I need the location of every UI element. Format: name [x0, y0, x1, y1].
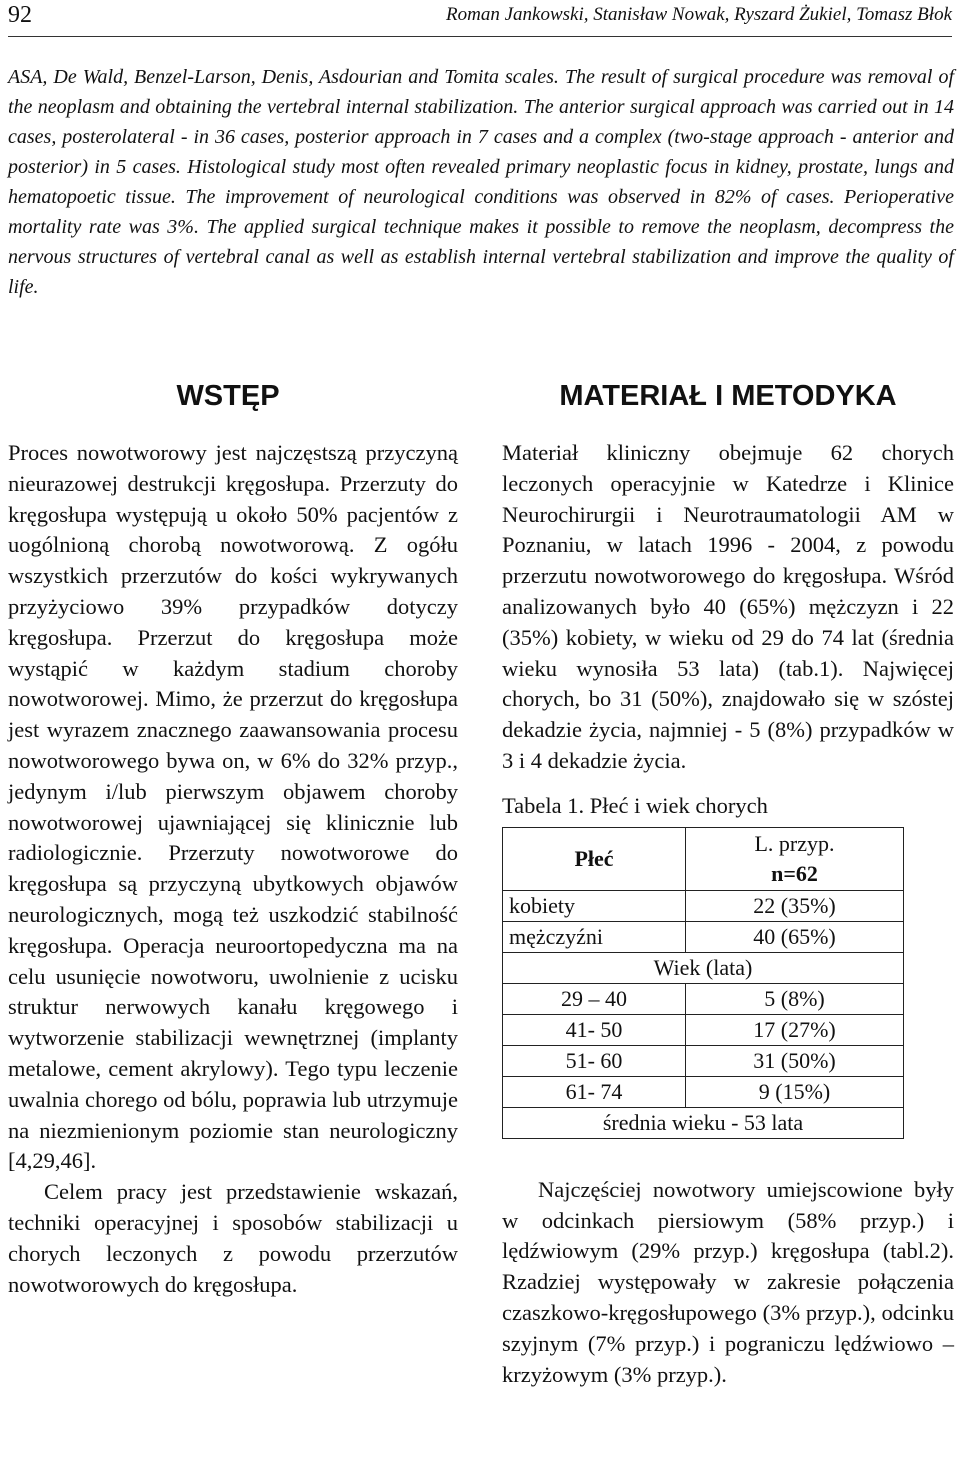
location-paragraph: Najczęściej nowotwory umiejscowione były w odcinkach piersiowym (58% przyp.) i lędźwiowym (29% przyp.) kręgosłupa (tabl.2). Rzadziej występowały w zakresie połączenia czaszkowo-kręgosłupowego (3% przyp.), odcinku szyjnym (7% przyp.) i pograniczu lędźwiowo – krzyżowym (3% przyp.).	[502, 1176, 954, 1387]
header-count-label: L. przyp.	[754, 830, 835, 856]
row-value: 31 (50%)	[686, 1045, 904, 1076]
header-divider	[8, 36, 952, 37]
header-count	[686, 827, 904, 890]
row-label: kobiety	[503, 890, 686, 921]
header-count-total: n=62	[771, 860, 818, 886]
row-value: 5 (8%)	[686, 983, 904, 1014]
left-column	[8, 368, 458, 1300]
row-label: 41- 50	[503, 1014, 686, 1045]
table-footer-row	[503, 1107, 904, 1138]
row-value: 17 (27%)	[686, 1014, 904, 1045]
right-column	[502, 368, 954, 1390]
page-header	[8, 0, 952, 36]
intro-paragraph: Proces nowotworowy jest najczęstszą przyczyną nieurazowej destrukcji kręgosłupa. Przerzuty do kręgosłupa występują u około 50% pacjentów z uogólnioną chorobą nowotworową. Z ogółu wszystkich przerzutów do kości wykrywanych przyżyciowo 39% przypadków dotyczy kręgosłupa. Przerzut do kręgosłupa może wystąpić w każdym stadium choroby nowotworowej. Mimo, że przerzut do kręgosłupa jest wyrazem znacznego zaawansowania procesu nowotworowego bywa on, w 6% do 32% przyp., jedynym i/lub pierwszym objawem choroby nowotworowej ujawniającej się klinicznie lub radiologicznie. Przerzuty nowotworowe do kręgosłupa są przyczyną ubytkowych objawów neurologicznych, mogą też uszkodzić stabilność kręgosłupa. Operacja neuroortopedyczna ma na celu usunięcie nowotworu, uwolnienie z ucisku struktur nerwowych kanału kręgowego i wytworzenie stabilizacji wewnętrznej (implanty metalowe, cement akrylowy). Tego typu leczenie uwalnia chorego od bólu, poprawia lub utrzymuje na niezmienionym poziomie stan neurologiczny [4,29,46].	[8, 440, 458, 1174]
table-row	[503, 1045, 904, 1076]
table-row	[503, 1076, 904, 1107]
table-row	[503, 921, 904, 952]
material-paragraph: Materiał kliniczny obejmuje 62 chorych leczonych operacyjnie w Katedrze i Klinice Neurochirurgii i Neurotraumatologii AM w Poznaniu, w latach 1996 - 2004, z powodu przerzutu nowotworowego do kręgosłupa. Wśród analizowanych było 40 (65%) mężczyzn i 22 (35%) kobiety, w wieku od 29 do 74 lat (średnia wieku wynosiła 53 lata) (tab.1). Najwięcej chorych, bo 31 (50%), znajdowało się w szóstej dekadzie życia, najmniej - 5 (8%) przypadków w 3 i 4 dekadzie życia.	[502, 440, 954, 773]
table-row	[503, 1014, 904, 1045]
page-number: 92	[8, 2, 32, 28]
running-head-authors: Roman Jankowski, Stanisław Nowak, Ryszard Żukiel, Tomasz Błok	[446, 4, 952, 25]
row-label: 29 – 40	[503, 983, 686, 1014]
table-header-row	[503, 827, 904, 890]
table-row	[503, 983, 904, 1014]
age-header: Wiek (lata)	[503, 952, 904, 983]
row-label: 51- 60	[503, 1045, 686, 1076]
sex-age-table	[502, 827, 904, 1139]
table-caption: Tabela 1. Płeć i wiek chorych	[502, 792, 768, 818]
header-sex: Płeć	[503, 827, 686, 890]
table-row	[503, 890, 904, 921]
row-value: 9 (15%)	[686, 1076, 904, 1107]
row-value: 22 (35%)	[686, 890, 904, 921]
row-label: mężczyźni	[503, 921, 686, 952]
table-row-age-header	[503, 952, 904, 983]
row-value: 40 (65%)	[686, 921, 904, 952]
section-heading-wstep: WSTĘP	[176, 380, 280, 412]
aim-paragraph: Celem pracy jest przedstawienie wskazań, techniki operacyjnej i sposobów stabilizacji u chorych leczonych z powodu przerzutów nowotworowych do kręgosłupa.	[8, 1179, 458, 1297]
mean-age: średnia wieku - 53 lata	[503, 1107, 904, 1138]
abstract-text: ASA, De Wald, Benzel-Larson, Denis, Asdourian and Tomita scales. The result of surgical procedure was removal of the neoplasm and obtaining the vertebral internal stabilization. The anterior surgical approach was carried out in 14 cases, posterolateral - in 36 cases, posterior approach in 7 cases and a complex (two-stage approach - anterior and posterior) in 5 cases. Histological study most often revealed primary neoplastic focus in kidney, prostate, lungs and hematopoetic tissue. The improvement of neurological conditions was observed in 82% of cases. Perioperative mortality rate was 3%. The applied surgical technique makes it possible to remove the neoplasm, decompress the nervous structures of vertebral canal as well as establish internal vertebral stabilization and improve the quality of life.	[8, 66, 954, 298]
row-label: 61- 74	[503, 1076, 686, 1107]
section-heading-material: MATERIAŁ I METODYKA	[559, 380, 897, 412]
